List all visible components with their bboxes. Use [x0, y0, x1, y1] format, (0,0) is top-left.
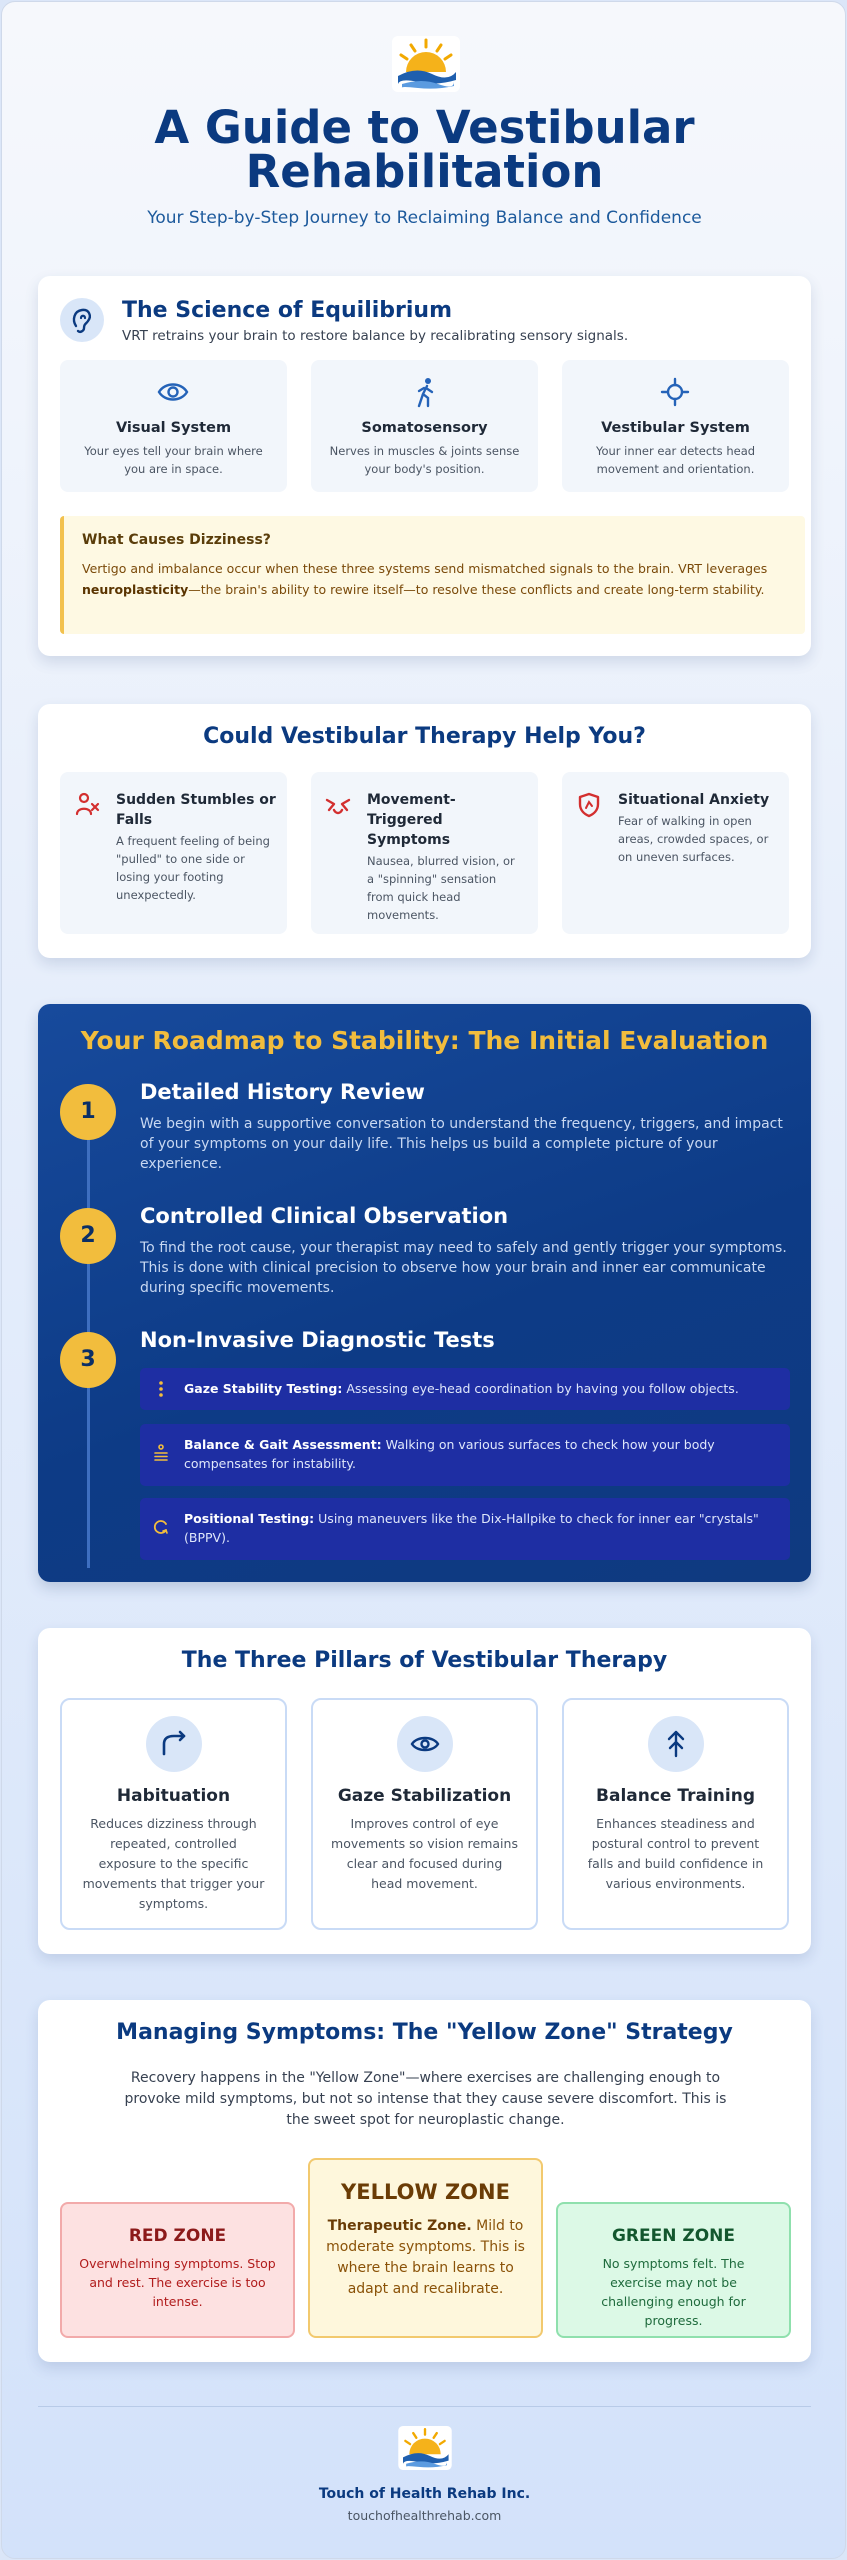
pillars-title: The Three Pillars of Vestibular Therapy — [181, 1648, 668, 1673]
zone-desc — [324, 2216, 527, 2300]
green-zone-card — [556, 2202, 791, 2338]
science-card — [38, 276, 811, 656]
test-text — [184, 1509, 774, 1547]
pillar-title: Habituation — [116, 1786, 231, 1806]
step-desc: We begin with a supportive conversation to understand the frequency, triggers, and impact of your symptoms on your daily life. This helps us build a complete picture of your experience. — [140, 1116, 783, 1172]
page-subtitle: Your Step-by-Step Journey to Reclaiming Balance and Confidence — [147, 208, 702, 228]
crosshair-icon — [659, 376, 691, 408]
test-text — [184, 1435, 774, 1473]
zone-title: RED ZONE — [128, 2226, 227, 2246]
ear-icon — [60, 298, 104, 342]
page-title — [2, 101, 846, 198]
science-title: The Science of Equilibrium — [122, 298, 453, 323]
symptom-title: Movement-Triggered Symptoms — [367, 792, 456, 848]
symptom-card-anxiety — [562, 772, 789, 934]
roadmap-section — [38, 1004, 811, 1582]
system-card-visual — [60, 360, 287, 492]
system-card-vestibular — [562, 360, 789, 492]
science-subtitle: VRT retrains your brain to restore balance by recalibrating sensory signals. — [122, 328, 629, 344]
system-card-somatosensory — [311, 360, 538, 492]
test-text — [184, 1379, 774, 1398]
system-desc: Your eyes tell your brain where you are in space. — [84, 444, 263, 476]
callout-title: What Causes Dizziness? — [82, 532, 271, 548]
test-desc: Assessing eye-head coordination by having you follow objects. — [342, 1381, 739, 1396]
dizzy-face-icon — [325, 792, 351, 818]
walking-icon — [408, 376, 440, 408]
diagnostic-test-balance — [140, 1424, 790, 1486]
step-number: 2 — [60, 1208, 116, 1264]
roadmap-title: Your Roadmap to Stability: The Initial Evaluation — [80, 1026, 769, 1055]
pillars-card — [38, 1628, 811, 1954]
curve-arrow-icon — [146, 1716, 202, 1772]
symptom-title: Situational Anxiety — [618, 792, 770, 808]
arrow-up-icon — [648, 1716, 704, 1772]
system-title: Vestibular System — [601, 420, 750, 436]
symptom-card-falls — [60, 772, 287, 934]
zones-title: Managing Symptoms: The "Yellow Zone" Strategy — [116, 2020, 733, 2045]
eye-icon — [157, 376, 189, 408]
zone-desc-text: Mild to moderate symptoms. This is where the brain learns to adapt and recalibrate. — [326, 2218, 525, 2297]
step-title: Controlled Clinical Observation — [140, 1204, 509, 1228]
shield-icon — [576, 792, 602, 818]
symptom-card-movement — [311, 772, 538, 934]
person-falling-icon — [74, 792, 100, 818]
step-number: 1 — [60, 1084, 116, 1140]
zones-intro: Recovery happens in the "Yellow Zone"—where exercises are challenging enough to provoke mild symptoms, but not so intense that they cause severe discomfort. This is the sweet spot for neuroplastic change. — [124, 2070, 727, 2128]
page-title-line-2: Rehabilitation — [245, 145, 604, 198]
pillar-gaze — [311, 1698, 538, 1930]
zone-desc: No symptoms felt. The exercise may not be challenging enough for progress. — [601, 2256, 746, 2328]
yellow-zone-card — [308, 2158, 543, 2338]
symptom-desc: A frequent feeling of being "pulled" to one side or losing your footing unexpectedly. — [116, 834, 270, 902]
zone-desc: Overwhelming symptoms. Stop and rest. The exercise is too intense. — [79, 2256, 276, 2309]
pillar-title: Balance Training — [596, 1786, 755, 1806]
page — [1, 1, 846, 2559]
sun-over-wave-logo — [398, 2426, 452, 2470]
symptom-title: Sudden Stumbles or Falls — [116, 792, 276, 828]
rotate-icon — [152, 1518, 170, 1536]
zone-desc-bold: Therapeutic Zone. — [327, 2218, 472, 2234]
system-desc: Nerves in muscles & joints sense your body's position. — [329, 444, 520, 476]
zone-title: GREEN ZONE — [611, 2226, 736, 2246]
company-name: Touch of Health Rehab Inc. — [318, 2486, 531, 2502]
callout-text — [82, 558, 782, 600]
zones-card — [38, 2000, 811, 2362]
symptom-desc: Fear of walking in open areas, crowded spaces, or on uneven surfaces. — [618, 814, 769, 864]
diagnostic-test-positional — [140, 1498, 790, 1560]
system-desc: Your inner ear detects head movement and orientation. — [595, 444, 756, 476]
diagnostic-test-gaze — [140, 1368, 790, 1410]
test-label: Balance & Gait Assessment: — [184, 1437, 382, 1452]
callout-text-end: —the brain's ability to rewire itself—to resolve these conflicts and create long-term stability. — [188, 582, 765, 597]
page-title-line-1: A Guide to Vestibular — [154, 101, 695, 154]
step-title: Non-Invasive Diagnostic Tests — [140, 1328, 495, 1352]
dizziness-callout — [60, 516, 805, 634]
test-label: Positional Testing: — [184, 1511, 315, 1526]
step-number: 3 — [60, 1332, 116, 1388]
system-title: Visual System — [115, 420, 232, 436]
step-desc: To find the root cause, your therapist may need to safely and gently trigger your symptoms. This is done with clinical precision to observe how your brain and inner ear communicate during specific movements. — [140, 1240, 787, 1296]
stack-icon — [152, 1444, 170, 1462]
vertical-dots-icon — [152, 1380, 170, 1398]
step-title: Detailed History Review — [140, 1080, 425, 1104]
pillar-habituation — [60, 1698, 287, 1930]
callout-text-bold: neuroplasticity — [82, 582, 189, 597]
sun-over-wave-logo — [392, 36, 460, 92]
pillar-desc: Enhances steadiness and postural control to prevent falls and build confidence in various environments. — [587, 1816, 764, 1891]
pillar-desc: Improves control of eye movements so vision remains clear and focused during head movement. — [331, 1816, 518, 1891]
test-label: Gaze Stability Testing: — [184, 1381, 343, 1396]
pillar-balance — [562, 1698, 789, 1930]
system-title: Somatosensory — [361, 420, 488, 436]
pillar-title: Gaze Stabilization — [337, 1786, 512, 1806]
callout-text-start: Vertigo and imbalance occur when these three systems send mismatched signals to the brain. VRT leverages — [82, 561, 768, 576]
company-url[interactable]: touchofhealthrehab.com — [347, 2508, 502, 2523]
pillar-desc: Reduces dizziness through repeated, controlled exposure to the specific movements that trigger your symptoms. — [82, 1816, 265, 1911]
help-card — [38, 704, 811, 958]
footer-divider — [38, 2406, 811, 2407]
red-zone-card — [60, 2202, 295, 2338]
test-desc: Walking on various surfaces to check how your body compensates for instability. — [184, 1437, 715, 1471]
test-desc: Using maneuvers like the Dix-Hallpike to check for inner ear "crystals" (BPPV). — [184, 1511, 759, 1545]
eye-icon — [397, 1716, 453, 1772]
zone-title: YELLOW ZONE — [341, 2180, 510, 2204]
symptom-desc: Nausea, blurred vision, or a "spinning" sensation from quick head movements. — [367, 854, 515, 922]
help-title: Could Vestibular Therapy Help You? — [203, 724, 646, 749]
